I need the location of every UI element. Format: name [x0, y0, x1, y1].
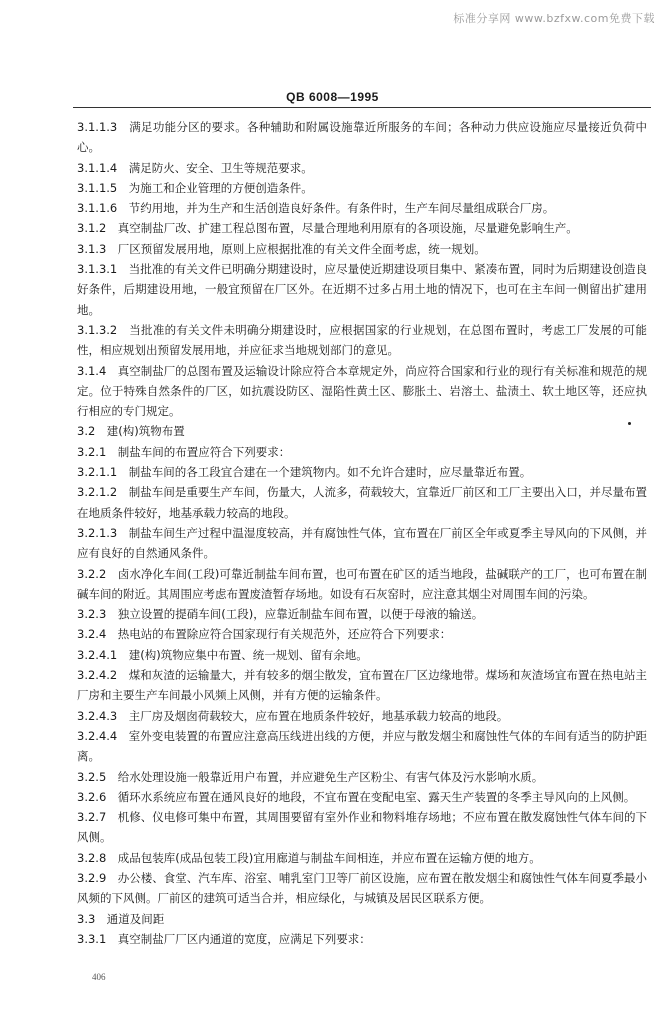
clause-3-1-4: 3.1.4 真空制盐厂的总图布置及运输设计除应符合本章规定外，尚应符合国家和行业的现行有关标准和规范的规定。位于特殊自然条件的厂区，如抗震设防区、湿陷性黄土区、膨胀土、岩溶土、盐渍土、软土地区等，还应执行相应的专门规定。: [77, 363, 647, 419]
clause-3-1-1-4: 3.1.1.4 满足防火、安全、卫生等规范要求。: [77, 160, 313, 175]
clause-3-2-4: 3.2.4 热电站的布置除应符合国家现行有关规范外，还应符合下列要求：: [77, 627, 452, 642]
clause-3-2-5: 3.2.5 给水处理设施一般靠近用户布置，并应避免生产区粉尘、有害气体及污水影响水质。: [77, 769, 544, 784]
watermark-text: 标准分享网 www.bzfxw.com免费下载: [453, 12, 655, 25]
clause-3-2-9: 3.2.9 办公楼、食堂、汽车库、浴室、哺乳室门卫等厂前区设施，应布置在散发烟尘和腐蚀性气体车间夏季最小风频的下风侧。厂前区的建筑可适当合并，相应绿化，与城镇及居民区联系方便。: [77, 870, 647, 906]
clause-3-2-1-1: 3.2.1.1 制盐车间的各工段宜合建在一个建筑物内。如不允许合建时，应尽量靠近布置。: [77, 465, 532, 480]
section-heading-3-3: 3.3 通道及间距: [77, 911, 165, 926]
clause-3-3-1: 3.3.1 真空制盐厂厂区内通道的宽度，应满足下列要求：: [77, 931, 371, 946]
section-heading-3-2: 3.2 建(构)筑物布置: [77, 424, 185, 439]
clause-3-1-1-3: 3.1.1.3 满足功能分区的要求。各种辅助和附属设施靠近所服务的车间；各种动力供应设施应尽量接近负荷中心。: [77, 120, 647, 155]
clause-3-2-7: 3.2.7 机修、仪电修可集中布置，其周围要留有室外作业和物料堆存场地；不应布置在散发腐蚀性气体车间的下风侧。: [77, 810, 647, 845]
document-body: [77, 117, 647, 949]
clause-3-1-3-2: 3.1.3.2 当批准的有关文件未明确分期建设时，应根据国家的行业规划，在总图布置时，考虑工厂发展的可能性，相应规划出预留发展用地，并应征求当地规划部门的意见。: [77, 322, 647, 358]
clause-3-2-4-1: 3.2.4.1 建(构)筑物应集中布置、统一规划、留有余地。: [77, 647, 368, 662]
clause-3-2-4-2: 3.2.4.2 煤和灰渣的运输量大，并有较多的烟尘散发，宜布置在厂区边缘地带。煤场和灰渣场宜布置在热电站主厂房和主要生产车间最小风频上风侧，并有方便的运输条件。: [77, 668, 647, 703]
clause-3-1-3: 3.1.3 厂区预留发展用地，原则上应根据批准的有关文件全面考虑，统一规划。: [77, 241, 486, 256]
clause-3-2-8: 3.2.8 成品包装库(成品包装工段)宜用廊道与制盐车间相连，并应布置在运输方便的地方。: [77, 850, 541, 865]
header-divider: [73, 107, 651, 108]
clause-3-1-1-6: 3.1.1.6 节约用地，并为生产和生活创造良好条件。有条件时，生产车间尽量组成联合厂房。: [77, 201, 555, 216]
scan-speck: [628, 422, 631, 425]
clause-3-2-3: 3.2.3 独立设置的提硝车间(工段)，应靠近制盐车间布置，以便于母液的输送。: [77, 607, 484, 622]
clause-3-2-1: 3.2.1 制盐车间的布置应符合下列要求：: [77, 444, 291, 459]
clause-3-2-4-3: 3.2.4.3 主厂房及烟囱荷载较大，应布置在地质条件较好，地基承载力较高的地段。: [77, 708, 509, 723]
clause-3-1-1-5: 3.1.1.5 为施工和企业管理的方便创造条件。: [77, 180, 313, 195]
clause-3-1-2: 3.1.2 真空制盐厂改、扩建工程总图布置，尽量合理地利用原有的各项设施，尽量避免影响生产。: [77, 221, 578, 236]
clause-3-1-3-1: 3.1.3.1 当批准的有关文件已明确分期建设时，应尽量使近期建设项目集中、紧凑布置，同时为后期建设创造良好条件，后期建设用地，一般宜预留在厂区外。在近期不过多占用土地的情况下，也可在主车间一侧留出扩建用地。: [77, 262, 647, 317]
standard-code-header: QB 6008—1995: [286, 90, 379, 104]
clause-3-2-1-3: 3.2.1.3 制盐车间生产过程中温湿度较高，并有腐蚀性气体，宜布置在厂前区全年或夏季主导风向的下风侧，并应有良好的自然通风条件。: [77, 525, 647, 561]
page-number: 406: [92, 972, 106, 982]
clause-3-2-4-4: 3.2.4.4 室外变电装置的布置应注意高压线进出线的方便，并应与散发烟尘和腐蚀性气体的车间有适当的防护距离。: [77, 728, 647, 764]
clause-3-2-2: 3.2.2 卤水净化车间(工段)可靠近制盐车间布置，也可布置在矿区的适当地段，盐碱联产的工厂，也可布置在制碱车间的附近。其周围应考虑布置废渣暂存场地。如设有石灰窑时，应注意其烟尘对周围车间的污染。: [77, 566, 647, 601]
clause-3-2-1-2: 3.2.1.2 制盐车间是重要生产车间，伤量大，人流多，荷载较大，宜靠近厂前区和工厂主要出入口，并尽量布置在地质条件较好，地基承载力较高的地段。: [77, 485, 647, 520]
clause-3-2-6: 3.2.6 循环水系统应布置在通风良好的地段，不宜布置在变配电室、露天生产装置的冬季主导风向的上风侧。: [77, 789, 636, 804]
